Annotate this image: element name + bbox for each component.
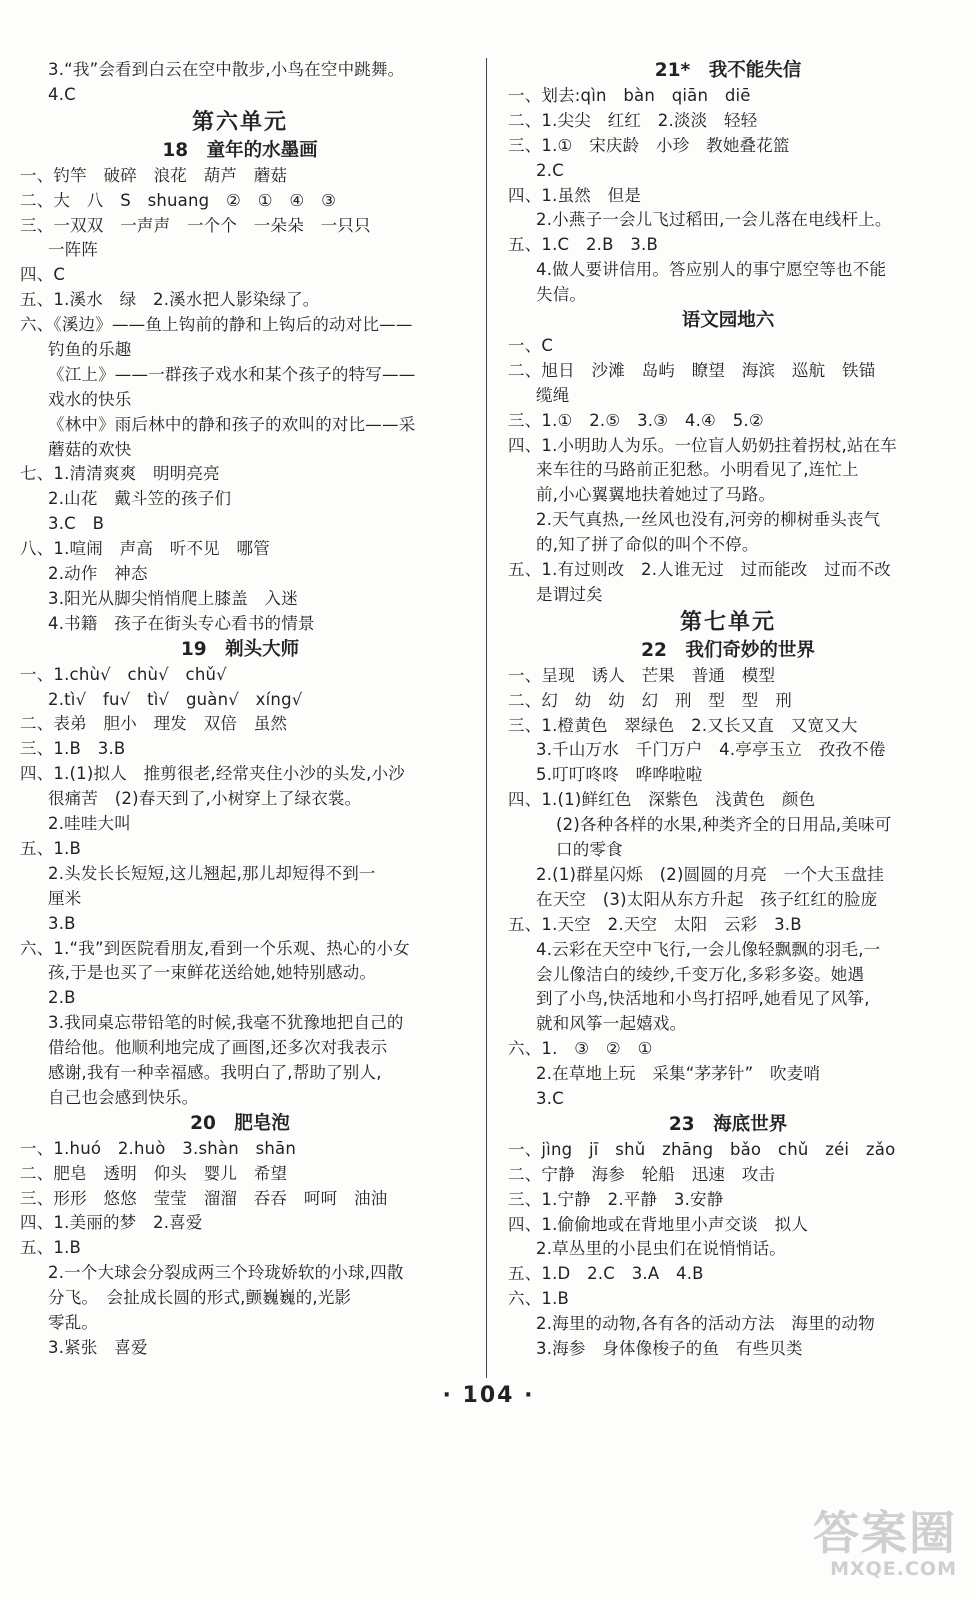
answer-line: 六、1.B: [508, 1289, 570, 1309]
answer-line: 很痛苦 (2)春天到了,小树穿上了绿衣裳。: [48, 789, 362, 809]
answer-line: 的,知了拼了命似的叫个不停。: [536, 535, 759, 555]
answer-line: 八、1.喧闹 声高 听不见 哪管: [20, 539, 270, 559]
column-divider: [486, 58, 487, 1378]
answer-line: 借给他。他顺利地完成了画图,还多次对我表示: [48, 1038, 388, 1058]
answer-line: 3.千山万水 千门万户 4.亭亭玉立 孜孜不倦: [536, 740, 886, 760]
answer-line: 三、1.宁静 2.平静 3.安静: [508, 1189, 724, 1209]
answer-line: 一、划去:qìn bàn qiān diē: [508, 86, 751, 105]
answer-line: 四、C: [20, 265, 66, 285]
answer-line: 2.(1)群星闪烁 (2)圆圆的月亮 一个大玉盘挂: [536, 864, 884, 884]
answer-line: 到了小鸟,快活地和小鸟打招呼,她看见了风筝,: [536, 989, 870, 1009]
lesson-title: 18 童年的水墨画: [162, 139, 318, 161]
answer-line: 2.tì√ fu√ tì√ guàn√ xíng√: [48, 689, 303, 709]
answer-line: 五、1.有过则改 2.人谁无过 过而能改 过而不改: [508, 560, 891, 580]
answer-line: 2.B: [48, 988, 76, 1008]
answer-line: 在天空 (3)太阳从东方升起 孩子红红的脸庞: [536, 889, 878, 909]
answer-line: 厘米: [48, 888, 82, 908]
answer-line: 四、1.虽然 但是: [508, 185, 642, 205]
unit-heading: 第七单元: [679, 609, 776, 635]
answer-line: 3.B: [48, 913, 76, 933]
lesson-title: 20 肥皂泡: [190, 1112, 290, 1134]
right-column: [508, 58, 948, 1362]
answer-line: 零乱。: [48, 1312, 99, 1332]
answer-line: 四、1.小明助人为乐。一位盲人奶奶拄着拐杖,站在车: [508, 435, 897, 455]
answer-line: 3.紧张 喜爱: [48, 1337, 148, 1357]
answer-line: 一、C: [508, 336, 554, 356]
answer-line: 五、1.B: [20, 1238, 82, 1258]
answer-line: 一、呈现 诱人 芒果 普通 模型: [508, 665, 776, 685]
answer-line: 2.一个大球会分裂成两三个玲珑娇软的小球,四散: [48, 1263, 404, 1283]
answer-line: 4.做人要讲信用。答应别人的事宁愿空等也不能: [536, 260, 887, 280]
answer-line: 二、表弟 胆小 理发 双倍 虽然: [20, 714, 288, 734]
answer-line: 2.头发长长短短,这儿翘起,那儿却短得不到一: [48, 863, 376, 883]
answer-line: 2.山花 戴斗笠的孩子们: [48, 489, 232, 509]
answer-line: 七、1.清清爽爽 明明亮亮: [20, 464, 220, 484]
answer-line: 三、1.① 宋庆龄 小珍 教她叠花篮: [508, 135, 790, 155]
lesson-title: 21* 我不能失信: [654, 60, 802, 81]
answer-line: 孩,于是也买了一束鲜花送给她,她特别感动。: [48, 963, 377, 983]
answer-line: 五、1.D 2.C 3.A 4.B: [508, 1264, 704, 1284]
answer-line: 2.动作 神态: [48, 564, 148, 584]
left-column: [20, 58, 460, 1361]
answer-line: 二、大 八 S shuang ② ① ④ ③: [20, 190, 337, 210]
answer-line: 六、1. ③ ② ①: [508, 1039, 653, 1059]
answer-line: 四、1.(1)鲜红色 深紫色 浅黄色 颜色: [508, 790, 816, 810]
answer-line: 三、一双双 一声声 一个个 一朵朵 一只只: [20, 215, 371, 235]
answer-line: 四、1.美丽的梦 2.喜爱: [20, 1213, 203, 1233]
answer-line: 2.海里的动物,各有各的活动方法 海里的动物: [536, 1314, 875, 1334]
answer-line: 4.云彩在天空中飞行,一会儿像轻飘飘的羽毛,一: [536, 939, 881, 959]
answer-line: 2.天气真热,一丝风也没有,河旁的柳树垂头丧气: [536, 510, 881, 530]
answer-line: 钓鱼的乐趣: [48, 340, 132, 360]
answer-line: 4.书籍 孩子在街头专心看书的情景: [48, 613, 315, 633]
answer-line: 感谢,我有一种幸福感。我明白了,帮助了别人,: [48, 1062, 382, 1082]
answer-line: 3.阳光从脚尖悄悄爬上膝盖 入迷: [48, 588, 298, 608]
answer-line: 自己也会感到快乐。: [48, 1087, 199, 1107]
answer-line: 2.哇哇大叫: [48, 814, 131, 834]
watermark-url: MXQE.COM: [830, 1558, 957, 1580]
page-number: · 104 ·: [442, 1383, 535, 1408]
watermark-text: 答案圈: [813, 1506, 957, 1560]
answer-line: 2.C: [536, 160, 564, 180]
answer-line: 五、1.C 2.B 3.B: [508, 235, 658, 255]
answer-line: 3.“我”会看到白云在空中散步,小鸟在空中跳舞。: [48, 60, 405, 79]
answer-line: 二、幻 幼 幼 幻 刑 型 型 刑: [508, 690, 792, 710]
answer-line: 二、旭日 沙滩 岛屿 瞭望 海滨 巡航 铁锚: [508, 360, 876, 380]
answer-line: 二、肥皂 透明 仰头 婴儿 希望: [20, 1163, 288, 1183]
watermark-logo: [757, 1508, 957, 1588]
answer-line: 一、jìng jī shǔ zhāng bǎo chǔ zéi zǎo: [508, 1139, 896, 1159]
lesson-title: 语文园地六: [681, 310, 775, 332]
lesson-title: 23 海底世界: [668, 1113, 788, 1135]
answer-line: 三、1.B 3.B: [20, 739, 126, 759]
answer-line: 2.草丛里的小昆虫们在说悄悄话。: [536, 1239, 786, 1259]
answer-line: 六、《溪边》——鱼上钩前的静和上钩后的动对比——: [20, 315, 413, 335]
answer-line: 一、钓竿 破碎 浪花 葫芦 蘑菇: [20, 165, 288, 185]
answer-line: (2)各种各样的水果,种类齐全的日用品,美味可: [556, 815, 892, 835]
answer-line: 2.小燕子一会儿飞过稻田,一会儿落在电线杆上。: [536, 210, 892, 230]
answer-line: 3.海参 身体像梭子的鱼 有些贝类: [536, 1338, 803, 1358]
answer-line: 5.叮叮咚咚 哗哗啦啦: [536, 765, 703, 785]
answer-line: 3.我同桌忘带铅笔的时候,我毫不犹豫地把自己的: [48, 1013, 404, 1033]
answer-line: 来车往的马路前正犯愁。小明看见了,连忙上: [536, 460, 859, 480]
answer-line: 《江上》——一群孩子戏水和某个孩子的特写——: [48, 364, 416, 384]
answer-line: 会儿像洁白的绫纱,千变万化,多彩多姿。她遇: [536, 964, 865, 984]
answer-line: 就和风筝一起嬉戏。: [536, 1014, 687, 1034]
answer-line: 失信。: [536, 285, 587, 305]
answer-line: 三、形形 悠悠 莹莹 溜溜 吞吞 呵呵 油油: [20, 1188, 388, 1208]
answer-line: 四、1.(1)拟人 推剪很老,经常夹住小沙的头发,小沙: [20, 764, 406, 784]
answer-line: 二、宁静 海参 轮船 迅速 攻击: [508, 1164, 776, 1184]
answer-line: 一、1.huó 2.huò 3.shàn shān: [20, 1138, 296, 1158]
answer-line: 3.C: [536, 1088, 564, 1108]
answer-line: 二、1.尖尖 红红 2.淡淡 轻轻: [508, 110, 758, 130]
unit-heading: 第六单元: [191, 109, 288, 135]
answer-line: 四、1.偷偷地或在背地里小声交谈 拟人: [508, 1214, 809, 1234]
lesson-title: 19 剃头大师: [180, 638, 300, 660]
answer-line: 一、1.chù√ chù√ chǔ√: [20, 664, 227, 684]
answer-line: 前,小心翼翼地扶着她过了马路。: [536, 485, 776, 505]
lesson-title: 22 我们奇妙的世界: [641, 639, 815, 661]
answer-line: 是谓过矣: [536, 584, 603, 604]
answer-line: 2.在草地上玩 采集“茅茅针” 吹麦哨: [536, 1064, 821, 1084]
answer-line: 五、1.溪水 绿 2.溪水把人影染绿了。: [20, 290, 320, 310]
answer-line: 五、1.B: [20, 838, 82, 858]
answer-line: 戏水的快乐: [48, 389, 132, 409]
answer-line: 口的零食: [556, 840, 623, 860]
answer-line: 4.C: [48, 84, 76, 104]
answer-line: 缆绳: [536, 385, 570, 405]
answer-line: 六、1.“我”到医院看朋友,看到一个乐观、热心的小女: [20, 938, 410, 958]
answer-line: 五、1.天空 2.天空 太阳 云彩 3.B: [508, 914, 802, 934]
answer-line: 蘑菇的欢快: [48, 439, 132, 459]
answer-line: 三、1.橙黄色 翠绿色 2.又长又直 又宽又大: [508, 715, 858, 735]
answer-line: 三、1.① 2.⑤ 3.③ 4.④ 5.②: [508, 410, 764, 430]
answer-line: 3.C B: [48, 514, 105, 534]
answer-line: 《林中》雨后林中的静和孩子的欢叫的对比——采: [48, 414, 416, 434]
answer-line: 一阵阵: [48, 240, 99, 260]
answer-line: 分飞。 会扯成长圆的形式,颤巍巍的,光影: [48, 1288, 352, 1308]
